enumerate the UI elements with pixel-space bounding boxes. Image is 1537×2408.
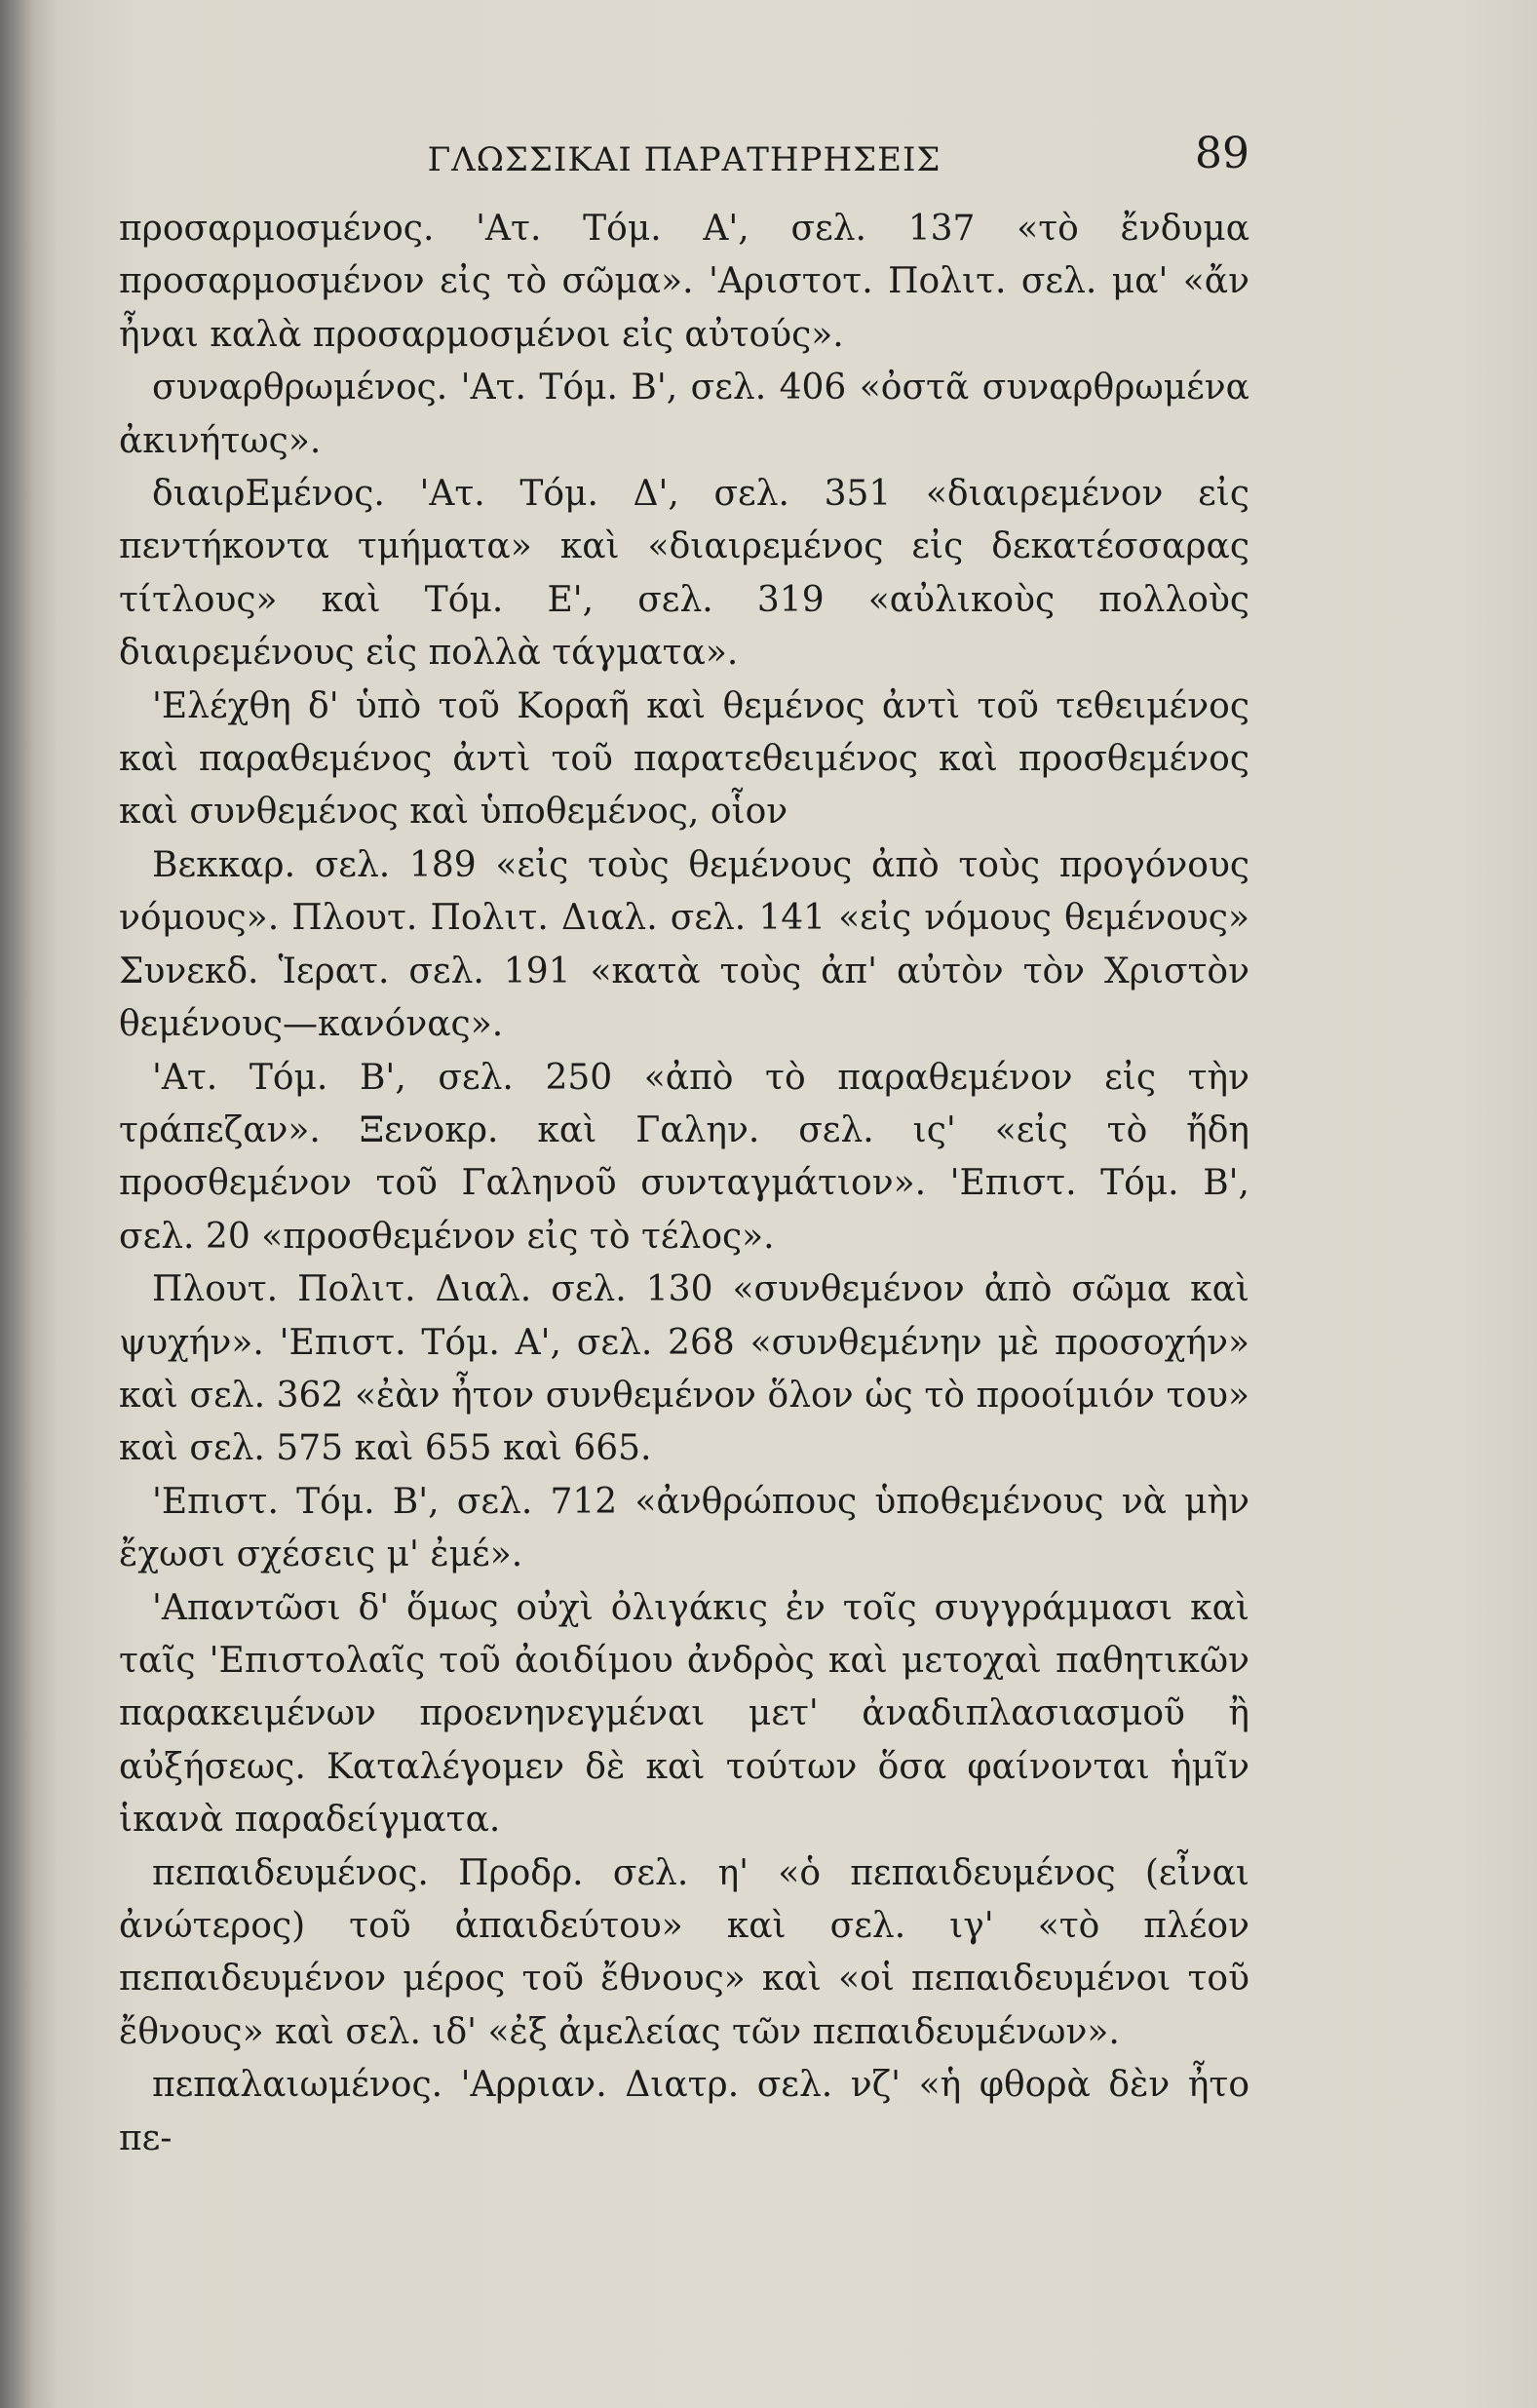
running-title: ΓΛΩΣΣΙΚΑΙ ΠΑΡΑΤΗΡΗΣΕΙΣ — [427, 140, 941, 179]
entry-pepalaiomenos: πεπαλαιωμένος. 'Αρριαν. Διατρ. σελ. νζ' «ἡ φθορὰ δὲν ἦτο πε- — [119, 2065, 1249, 2158]
citation-ypothemenos: 'Επιστ. Τόμ. Β', σελ. 712 «ἀνθρώπους ὑποθεμένους νὰ μὴν ἔχωσι σχέσεις μ' ἐμέ». — [119, 1481, 1249, 1575]
page-content — [119, 125, 1249, 2165]
citations-themenos: Βεκκαρ. σελ. 189 «εἰς τοὺς θεμένους ἀπὸ τοὺς προγόνους νόμους». Πλουτ. Πολιτ. Διαλ. σελ. 141 «εἰς νόμους θεμένους» Συνεκδ. Ἱερατ. σελ. 191 «κατὰ τοὺς ἀπ' αὐτὸν τὸν Χριστὸν θεμένους—κανόνας». — [119, 844, 1249, 1045]
paragraph-korais-themenos: 'Ελέχθη δ' ὑπὸ τοῦ Κοραῆ καὶ θεμένος ἀντὶ τοῦ τεθειμένος καὶ παραθεμένος ἀντὶ τοῦ παρατεθειμένος καὶ προσθεμένος καὶ συνθεμένος καὶ ὑποθεμένος, οἷον — [119, 685, 1249, 833]
entry-pepaideumenos: πεπαιδευμένος. Προδρ. σελ. η' «ὁ πεπαιδευμένος (εἶναι ἀνώτερος) τοῦ ἀπαιδεύτου» καὶ σελ. ιγ' «τὸ πλέον πεπαιδευμένον μέρος τοῦ ἔθνους» καὶ «οἱ πεπαιδευμένοι τοῦ ἔθνους» καὶ σελ. ιδ' «ἐξ ἀμελείας τῶν πεπαιδευμένων». — [119, 1852, 1249, 2052]
running-head — [119, 125, 1249, 203]
entry-prosarmosmenos: προσαρμοσμένος. 'Ατ. Τόμ. Α', σελ. 137 «τὸ ἔνδυμα προσαρμοσμένον εἰς τὸ σῶμα». 'Αριστοτ. Πολιτ. σελ. μα' «ἄν ἦναι καλὰ προσαρμοσμένοι εἰς αὐτούς». — [119, 209, 1249, 355]
entry-diairemenos: διαιρΕμένος. 'Ατ. Τόμ. Δ', σελ. 351 «διαιρεμένον εἰς πεντήκοντα τμήματα» καὶ «διαιρεμένος εἰς δεκατέσσαρας τίτλους» καὶ Τόμ. Ε', σελ. 319 «αὐλικοὺς πολλοὺς διαιρεμένους εἰς πολλὰ τάγματα». — [119, 474, 1249, 674]
paragraph-reduplication: 'Απαντῶσι δ' ὅμως οὐχὶ ὀλιγάκις ἐν τοῖς συγγράμμασι καὶ ταῖς 'Επιστολαῖς τοῦ ἀοιδίμου ἀνδρὸς καὶ μετοχαὶ παθητικῶν παρακειμένων προενηνεγμέναι μετ' ἀναδιπλασιασμοῦ ἢ αὐξήσεως. Καταλέγομεν δὲ καὶ τούτων ὅσα φαίνονται ἡμῖν ἱκανὰ παραδείγματα. — [119, 1587, 1249, 1841]
body-text — [119, 203, 1249, 2165]
citations-synthemenos: Πλουτ. Πολιτ. Διαλ. σελ. 130 «συνθεμένον ἀπὸ σῶμα καὶ ψυχήν». 'Επιστ. Τόμ. Α', σελ. 268 «συνθεμένην μὲ προσοχήν» καὶ σελ. 362 «ἐὰν ἦτον συνθεμένον ὅλον ὡς τὸ προοίμιόν του» καὶ σελ. 575 καὶ 655 καὶ 665. — [119, 1269, 1249, 1469]
entry-synarthromenos: συναρθρωμένος. 'Ατ. Τόμ. Β', σελ. 406 «ὀστᾶ συναρθρωμένα ἀκινήτως». — [119, 368, 1249, 461]
citations-parathemenos: 'Ατ. Τόμ. Β', σελ. 250 «ἀπὸ τὸ παραθεμένον εἰς τὴν τράπεζαν». Ξενοκρ. καὶ Γαλην. σελ. ις' «εἰς τὸ ἤδη προσθεμένον τοῦ Γαληνοῦ συνταγμάτιον». 'Επιστ. Τόμ. Β', σελ. 20 «προσθεμένον εἰς τὸ τέλος». — [119, 1057, 1249, 1257]
page-number: 89 — [1195, 129, 1249, 178]
